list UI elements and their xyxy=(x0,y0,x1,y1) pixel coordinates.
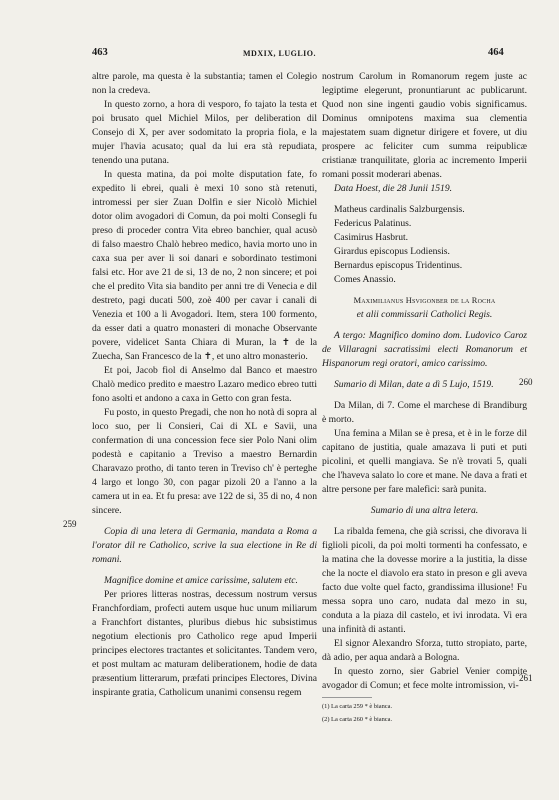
signatory: Federicus Palatinus. xyxy=(334,218,412,229)
section-heading: Sumario di Milan, date a dì 5 Lujo, 1519. xyxy=(334,379,494,390)
italic-line: Data Hoest, die 28 Junii 1519. xyxy=(334,183,453,194)
signatory: Comes Anassio. xyxy=(334,274,396,285)
italic-line: Magnifice domine et amice carissime, salutem etc. xyxy=(104,575,298,586)
paragraph: Una femina a Milan se è presa, et è in le forze dil capitano de justitia, quale amazava li puti et puti picolini, et quelli mangiava. Se n'è trovati 5, quali che l'haveva salato lo core et mane. Ne dava a frati et altre persone per fare malefici: sarà punita. xyxy=(322,428,527,495)
paragraph: In questa matina, da poi molte disputation fate, fo expedito li ebrei, quali è mexi 10 sono stà retenuti, intromessi per sier Zuan Dolfin e sier Nicolò Michiel dotor olim avogadori di Comun, da poi molti Consegli fu preso di proceder contra Vita ebreo banchier, qual acusò di falso maestro Chalò hebreo medico, havia morto uno in caxa sua per aver li soi danari e sobordinato testimoni falsi etc. Hor ave 21 de si, 13 de no, 2 non sincere; et poi che el predito Vita sia bandito per anni tre di Venecia e dil destreto, pagi ducati 500, zoè 400 per cavar i canali di Venezia et 100 a li Avogadori. Item, stera 100 formento, da esser dati a quatro monasteri di monache Observante povere, videlicet Santa Chiara di Muran, la ✝ de la Zuecha, San Francesco de la ✝, et uno altro monasterio. xyxy=(92,169,317,362)
section-heading: Copia di una letera di Germania, mandata a Roma a l'orator dil re Catholico, scrive la sua electione in Re di romani. xyxy=(92,526,317,565)
spacer xyxy=(92,518,317,525)
footnote: (2) La carta 260 * è bianca. xyxy=(322,716,393,723)
paragraph: Et poi, Jacob fiol di Anselmo dal Banco et maestro Chalò medico predito e maestro Lazaro medico ebreo tutti fono asolti et andono a caxa in Getto con gran festa. xyxy=(92,365,317,404)
spacer xyxy=(322,392,527,399)
right-column xyxy=(322,70,527,724)
spacer xyxy=(322,287,527,294)
section-heading: Sumario di una altra letera. xyxy=(370,505,479,516)
right-page-number: 464 xyxy=(488,47,504,58)
spacer xyxy=(322,371,527,378)
signatory: Matheus cardinalis Salzburgensis. xyxy=(334,204,465,215)
paragraph: El signor Alexandro Sforza, tutto stropiato, parte, dà adio, per aqua andarà a Bologna. xyxy=(322,638,527,663)
left-column xyxy=(92,70,317,700)
paragraph: In questo zorno, sier Gabriel Venier compite avogador di Comun; et fece molte intromission, vi- xyxy=(322,666,527,691)
paragraph: Per priores litteras nostras, decessum nostrum versus Franchfordiam, profecti autem usque huc unum miliarum a Franchfort distantes, pluribus diebus hic subsistimus negotium electionis pro Catholico rege apud Imperii principes electores tractantes et solicitantes. Tandem vero, et post multam ac maturam deliberationem, hodie de data præsentium litterarum, præfati principes Electores, Divina inspirante gratia, Catholicum unanimi consensu regem xyxy=(92,589,317,698)
signatory: Bernardus episcopus Tridentinus. xyxy=(334,260,463,271)
footnote-divider xyxy=(322,697,372,698)
signatory: Casimirus Hasbrut. xyxy=(334,232,409,243)
paragraph: In questo zorno, a hora di vesporo, fo tajato la testa et poi brusato quel Michiel Milos, per deliberation dil Consejo di X, per aver sodomitato la propria fiola, e la mujer l'havia acusato; qual da lui era stà repudiata, tenendo una putana. xyxy=(92,99,317,166)
spacer xyxy=(322,518,527,525)
footnote: (1) La carta 259 * è bianca. xyxy=(322,703,393,710)
paragraph: Fu posto, in questo Pregadi, che non ho notà di sopra al loco suo, per li Consieri, Cai di XL e Savii, una confermation di una concession fece sier Polo Nani olim podestà e capitanio a Treviso a maestro Bernardin Charavazo protho, di tanto teren in Treviso ch' è perteghe 4 largo et longo 30, con pagar pizoli 20 a l'anno a la camera ut in ea. Et fu presa: ave 122 de si, 35 di no, 4 non sincere. xyxy=(92,407,317,516)
paragraph: La ribalda femena, che già scrissi, che divorava li figlioli picoli, da poi molti tormenti ha confessato, e la matina che la dovesse morire a la justitia, la disse che la noctе el diavolo era stato in preson e gli aveva facto due volte quel facto, grandissima illusione! Fu messa sopra uno caro, nudata dal mezo in su, conduta a la piaza dil castelo, et ivi inrodata. Vi era una infinità di astanti. xyxy=(322,526,527,635)
signatory: Maximilianus Hsvigonber de la Rocha xyxy=(353,296,496,305)
paragraph: Da Milan, di 7. Come el marchese di Brandiburg è morto. xyxy=(322,400,527,425)
paragraph: nostrum Carolum in Romanorum regem juste ac legiptime elegerunt, pronuntiarunt ac publicarunt. Quod non sine ingenti gaudio vobis significamus. Dominus omnipotens maxima sua clementia majestatem suam dignetur dirigere et fovere, ut diu prospere ac feliciter cum summa reipublicæ cristianæ tranquilitate, gloria ac incremento Imperii romani possit moderari abenas. xyxy=(322,71,527,180)
signatory: Girardus episcopus Lodiensis. xyxy=(334,246,450,257)
running-header: MDXIX, LUGLIO. xyxy=(242,49,316,58)
spacer xyxy=(92,567,317,574)
address-line: A tergo: Magnifico domino dom. Ludovico Caroz de Villaragni sacratissimi electi Romanorum et Hispanorum regi oratori, amico carissimo. xyxy=(322,330,527,369)
spacer xyxy=(322,497,527,504)
left-page-number: 463 xyxy=(92,47,108,58)
spacer xyxy=(322,322,527,329)
margin-number-260: 260 xyxy=(519,377,533,387)
paragraph: altre parole, ma questa è la substantia; tamen el Colegio non la credeva. xyxy=(92,71,317,96)
margin-number-259: 259 xyxy=(63,519,77,529)
spacer xyxy=(322,196,527,203)
margin-number-261: 261 xyxy=(519,673,533,683)
section-heading: et alii commissarii Catholici Regis. xyxy=(356,309,493,320)
